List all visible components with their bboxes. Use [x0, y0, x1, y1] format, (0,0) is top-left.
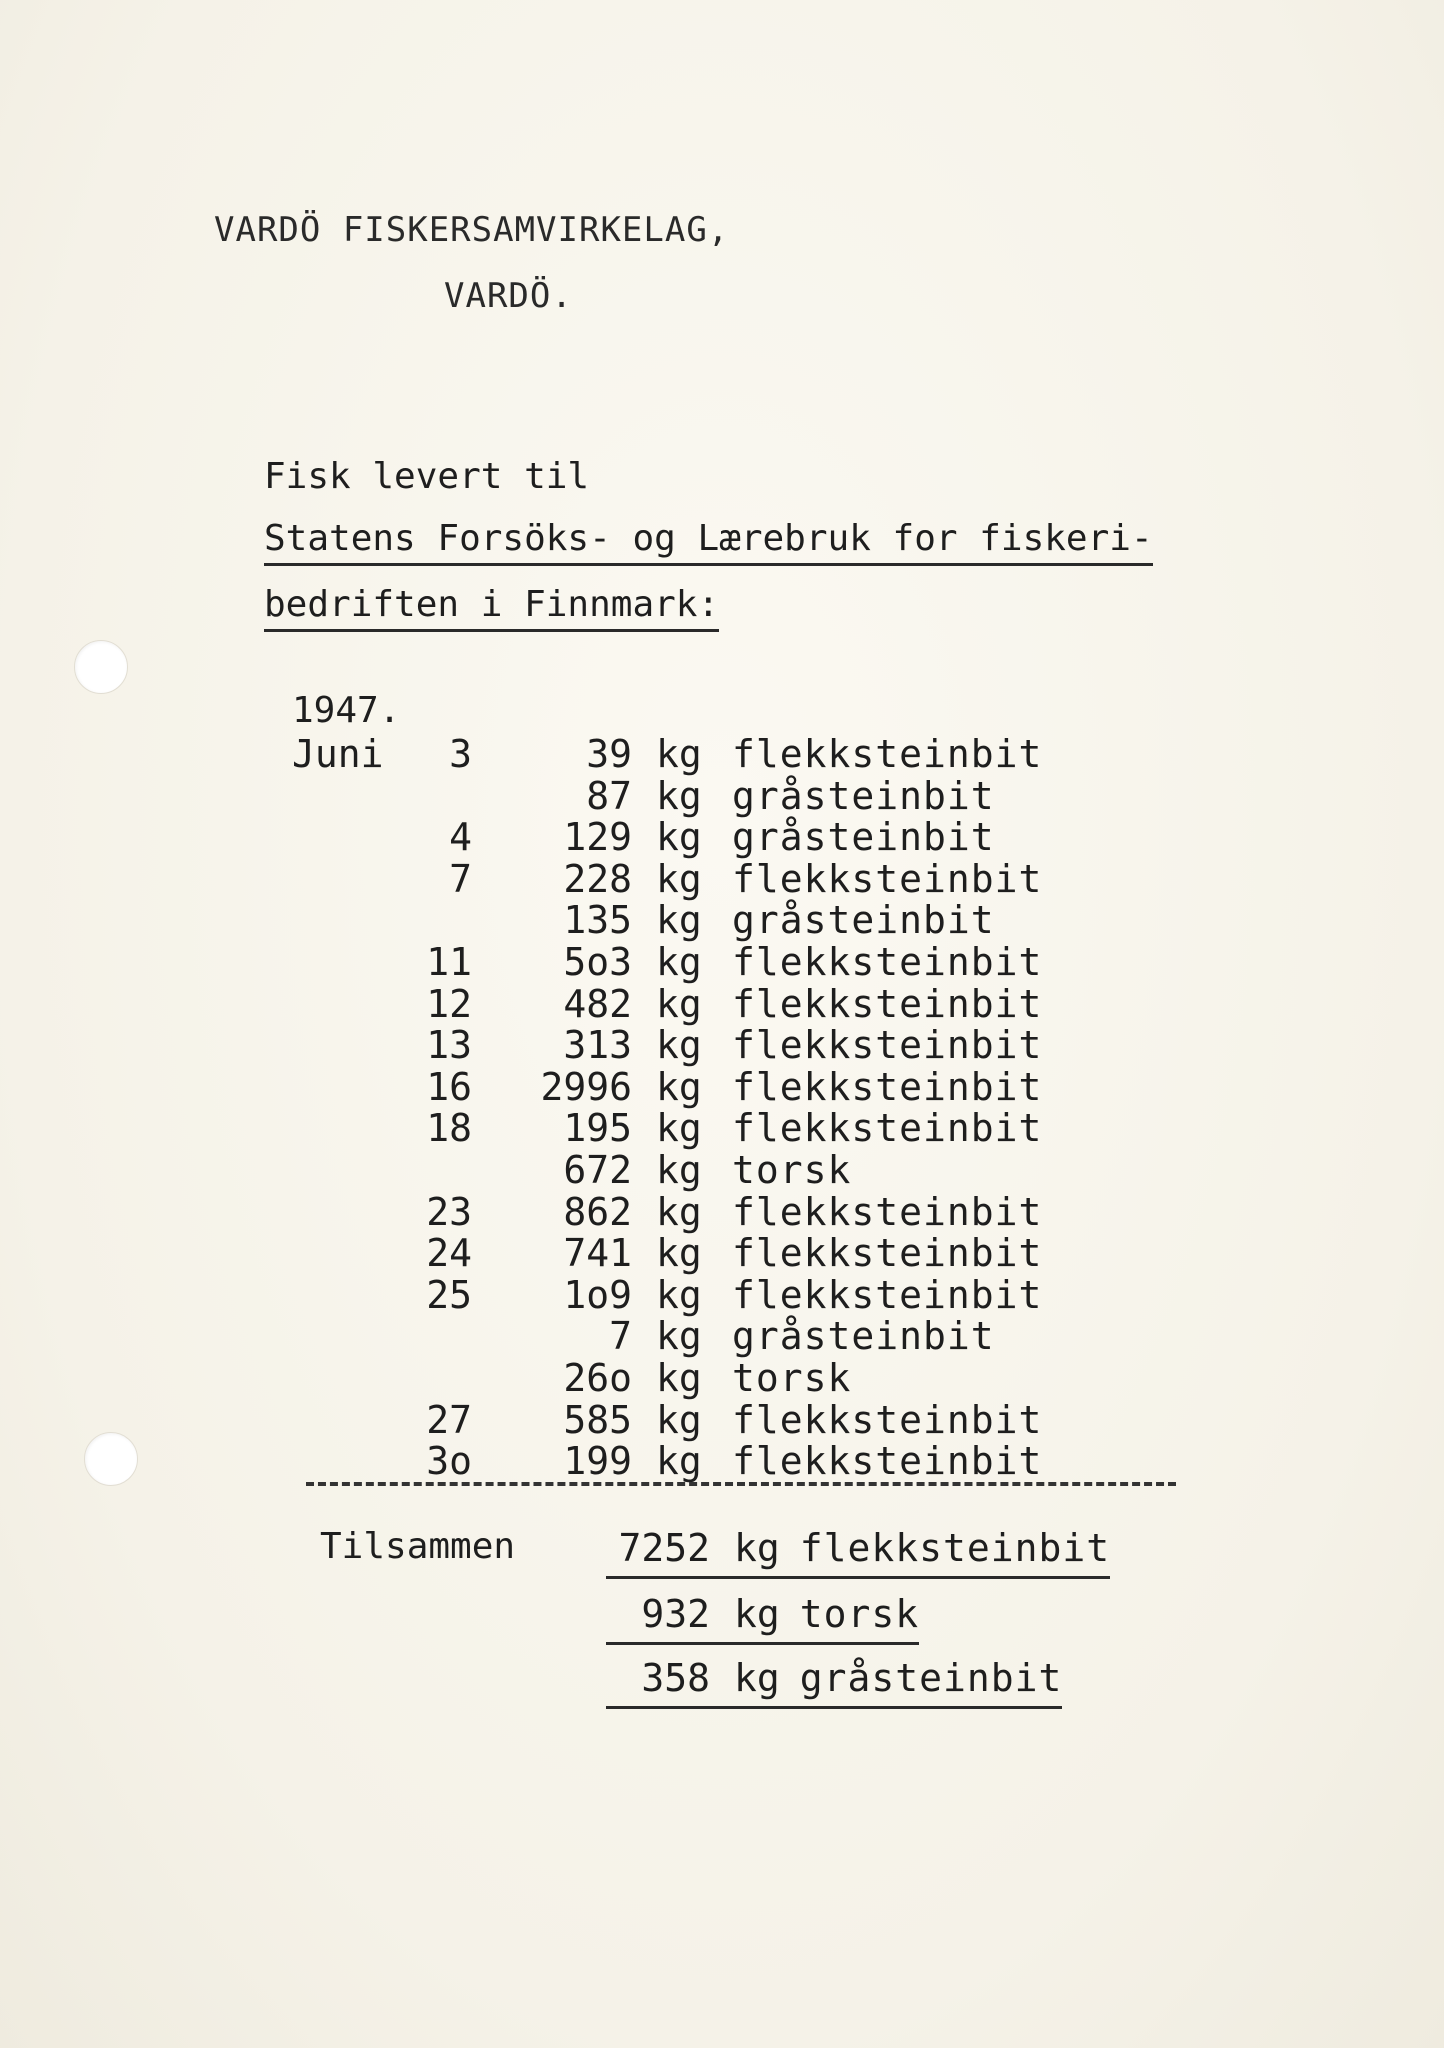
delivery-unit: kg	[656, 1189, 702, 1234]
delivery-fish-type: torsk	[732, 1356, 852, 1400]
organization-name: VARDÖ FISKERSAMVIRKELAG,	[214, 210, 730, 250]
delivery-quantity: 129	[563, 815, 632, 860]
delivery-quantity: 1o9	[563, 1272, 632, 1317]
delivery-fish-type: flekksteinbit	[732, 1272, 1043, 1317]
delivery-day: 23	[426, 1189, 472, 1234]
delivery-day: 13	[426, 1023, 472, 1068]
delivery-fish-type: gråsteinbit	[732, 773, 995, 818]
delivery-fish-type: torsk	[732, 1148, 852, 1192]
total-line-grasteinbit	[606, 1656, 1062, 1709]
delivery-day: 27	[426, 1397, 472, 1442]
delivery-quantity: 87	[586, 773, 632, 818]
delivery-unit: kg	[656, 773, 702, 818]
total-fish-type: torsk	[799, 1592, 920, 1636]
table-row	[0, 940, 1444, 982]
table-row	[0, 982, 1444, 1024]
total-unit: kg	[734, 1592, 780, 1636]
delivery-day: 16	[426, 1064, 472, 1109]
table-row	[0, 815, 1444, 860]
delivery-day: 3o	[426, 1439, 472, 1484]
delivery-unit: kg	[656, 1356, 702, 1400]
delivery-fish-type: flekksteinbit	[732, 1397, 1043, 1442]
table-row	[0, 1106, 1444, 1151]
delivery-unit: kg	[656, 898, 702, 943]
delivery-day: 25	[426, 1272, 472, 1317]
delivery-fish-type: flekksteinbit	[732, 732, 1043, 776]
delivery-quantity: 585	[563, 1397, 632, 1442]
table-row	[0, 898, 1444, 943]
recipient-line-2: bedriften i Finnmark:	[264, 584, 719, 632]
delivery-fish-type: gråsteinbit	[732, 898, 995, 943]
punch-hole-top	[74, 640, 128, 694]
delivery-quantity: 741	[563, 1231, 632, 1276]
delivery-day: 24	[426, 1231, 472, 1276]
delivery-fish-type: flekksteinbit	[732, 1189, 1043, 1234]
delivery-quantity: 228	[563, 856, 632, 901]
total-unit: kg	[734, 1526, 780, 1570]
delivery-unit: kg	[656, 1397, 702, 1442]
delivery-quantity: 862	[563, 1189, 632, 1234]
delivery-fish-type: gråsteinbit	[732, 815, 995, 860]
delivery-fish-type: flekksteinbit	[732, 981, 1043, 1026]
intro-line: Fisk levert til	[264, 456, 590, 497]
delivery-unit: kg	[656, 940, 702, 984]
delivery-quantity: 199	[563, 1439, 632, 1484]
delivery-quantity: 672	[563, 1148, 632, 1192]
delivery-quantity: 313	[563, 1023, 632, 1068]
delivery-fish-type: flekksteinbit	[732, 1106, 1043, 1151]
delivery-unit: kg	[656, 1314, 702, 1359]
total-unit: kg	[734, 1656, 780, 1700]
delivery-fish-type: flekksteinbit	[732, 856, 1043, 901]
delivery-unit: kg	[656, 815, 702, 860]
delivery-quantity: 7	[609, 1314, 632, 1359]
delivery-quantity: 5o3	[563, 940, 632, 984]
total-line-torsk	[606, 1592, 919, 1645]
delivery-quantity: 2996	[540, 1064, 632, 1109]
organization-city: VARDÖ.	[444, 276, 573, 316]
delivery-day: 3	[449, 732, 472, 776]
total-quantity: 932	[641, 1592, 710, 1636]
delivery-unit: kg	[656, 1148, 702, 1192]
delivery-quantity: 482	[563, 981, 632, 1026]
table-row	[0, 1356, 1444, 1398]
table-row	[0, 732, 1444, 774]
table-row	[0, 1065, 1444, 1107]
delivery-unit: kg	[656, 856, 702, 901]
delivery-day: 11	[426, 940, 472, 984]
delivery-year: 1947.	[292, 690, 401, 731]
delivery-fish-type: gråsteinbit	[732, 1314, 995, 1359]
total-quantity: 7252	[618, 1526, 710, 1570]
delivery-unit: kg	[656, 1231, 702, 1276]
table-row	[0, 1439, 1444, 1484]
delivery-unit: kg	[656, 732, 702, 776]
recipient-line-1: Statens Forsöks- og Lærebruk for fiskeri-	[264, 518, 1153, 566]
delivery-day: 18	[426, 1106, 472, 1151]
delivery-fish-type: flekksteinbit	[732, 1231, 1043, 1276]
delivery-month: Juni	[292, 732, 384, 776]
total-quantity: 358	[641, 1656, 710, 1700]
sum-divider	[306, 1482, 1176, 1486]
delivery-day: 4	[449, 815, 472, 860]
table-row	[0, 1190, 1444, 1232]
delivery-unit: kg	[656, 1023, 702, 1068]
delivery-quantity: 39	[586, 732, 632, 776]
delivery-quantity: 135	[563, 898, 632, 943]
table-row	[0, 1231, 1444, 1276]
total-fish-type: gråsteinbit	[799, 1656, 1063, 1700]
delivery-fish-type: flekksteinbit	[732, 940, 1043, 984]
delivery-day: 12	[426, 981, 472, 1026]
delivery-unit: kg	[656, 1064, 702, 1109]
table-row	[0, 857, 1444, 899]
delivery-unit: kg	[656, 1439, 702, 1484]
table-row	[0, 1273, 1444, 1315]
total-fish-type: flekksteinbit	[799, 1526, 1111, 1570]
delivery-fish-type: flekksteinbit	[732, 1023, 1043, 1068]
delivery-quantity: 26o	[563, 1356, 632, 1400]
table-row	[0, 1148, 1444, 1190]
totals-label: Tilsammen	[320, 1526, 516, 1567]
delivery-fish-type: flekksteinbit	[732, 1439, 1043, 1484]
delivery-unit: kg	[656, 981, 702, 1026]
delivery-unit: kg	[656, 1106, 702, 1151]
delivery-quantity: 195	[563, 1106, 632, 1151]
table-row	[0, 1023, 1444, 1068]
delivery-day: 7	[449, 856, 472, 901]
table-row	[0, 1398, 1444, 1440]
table-row	[0, 774, 1444, 816]
total-line-flekksteinbit	[606, 1526, 1110, 1579]
delivery-fish-type: flekksteinbit	[732, 1064, 1043, 1109]
delivery-unit: kg	[656, 1272, 702, 1317]
table-row	[0, 1314, 1444, 1359]
